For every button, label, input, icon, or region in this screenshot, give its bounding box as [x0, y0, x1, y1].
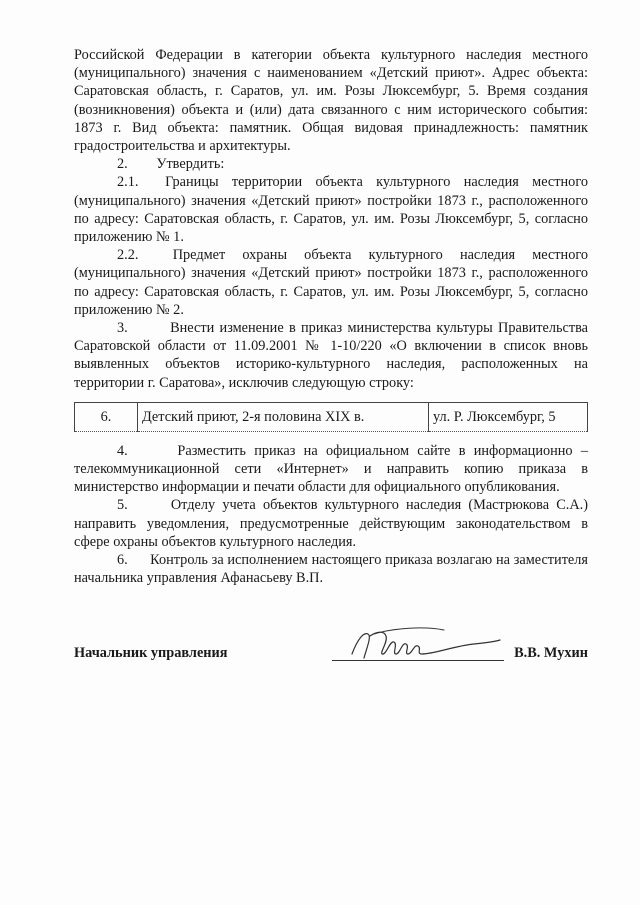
signature-line: [332, 660, 504, 661]
object-address: ул. Р. Люксембург, 5: [429, 402, 588, 431]
signatory-name: В.В. Мухин: [514, 645, 588, 661]
signature-block: [74, 636, 588, 666]
item-2-2: 2.2. Предмет охраны объекта культурного наследия местного (муниципального) значения «Детский приют» постройки 1873 г., расположенного по адресу: Саратовская область, г. Саратов, ул. им. Розы Люксембург, 5, согласно приложению № 2.: [74, 247, 588, 318]
item-4: 4. Разместить приказ на официальном сайте в информационно – телекоммуникационной сети «Интернет» и направить копию приказа в министерство информации и печати области для официального опубликования.: [74, 442, 588, 496]
item-2: 2. Утвердить:: [117, 156, 225, 173]
signatory-title: Начальник управления: [74, 645, 228, 661]
item-5: 5. Отделу учета объектов культурного наследия (Мастрюкова С.А.) направить уведомления, предусмотренные действующим законодательством в сфере охраны объектов культурного наследия.: [74, 497, 588, 550]
table-row: [75, 402, 588, 431]
document-body: [74, 46, 588, 587]
object-name: Детский приют, 2-я половина XIX в.: [138, 402, 429, 431]
item-3: 3. Внести изменение в приказ министерства культуры Правительства Саратовской области от 11.09.2001 № 1-10/220 «О включении в список вновь выявленных объектов историко-культурного наследия, расположенных на территории г. Саратова», исключив следующую строку:: [74, 320, 588, 391]
item-6: 6. Контроль за исполнением настоящего приказа возлагаю на заместителя начальника управления Афанасьеву В.П.: [74, 552, 588, 587]
excluded-row-table: [74, 402, 588, 432]
intro-paragraph: Российской Федерации в категории объекта культурного наследия местного (муниципального) значения с наименованием «Детский приют». Адрес объекта: Саратовская область, г. Саратов, ул. им. Розы Люксембург, 5. Время создания (возникновения) объекта и (или) дата связанного с ним исторического события: 1873 г. Вид объекта: памятник. Общая видовая принадлежность: памятник градостроительства и архитектуры.: [74, 47, 588, 155]
item-2-1: 2.1. Границы территории объекта культурного наследия местного (муниципального) значения «Детский приют» постройки 1873 г., расположенного по адресу: Саратовская область, г. Саратов, ул. им. Розы Люксембург, 5, согласно приложению № 1.: [74, 174, 588, 246]
row-number: 6.: [75, 402, 138, 431]
handwritten-signature: [344, 624, 504, 668]
